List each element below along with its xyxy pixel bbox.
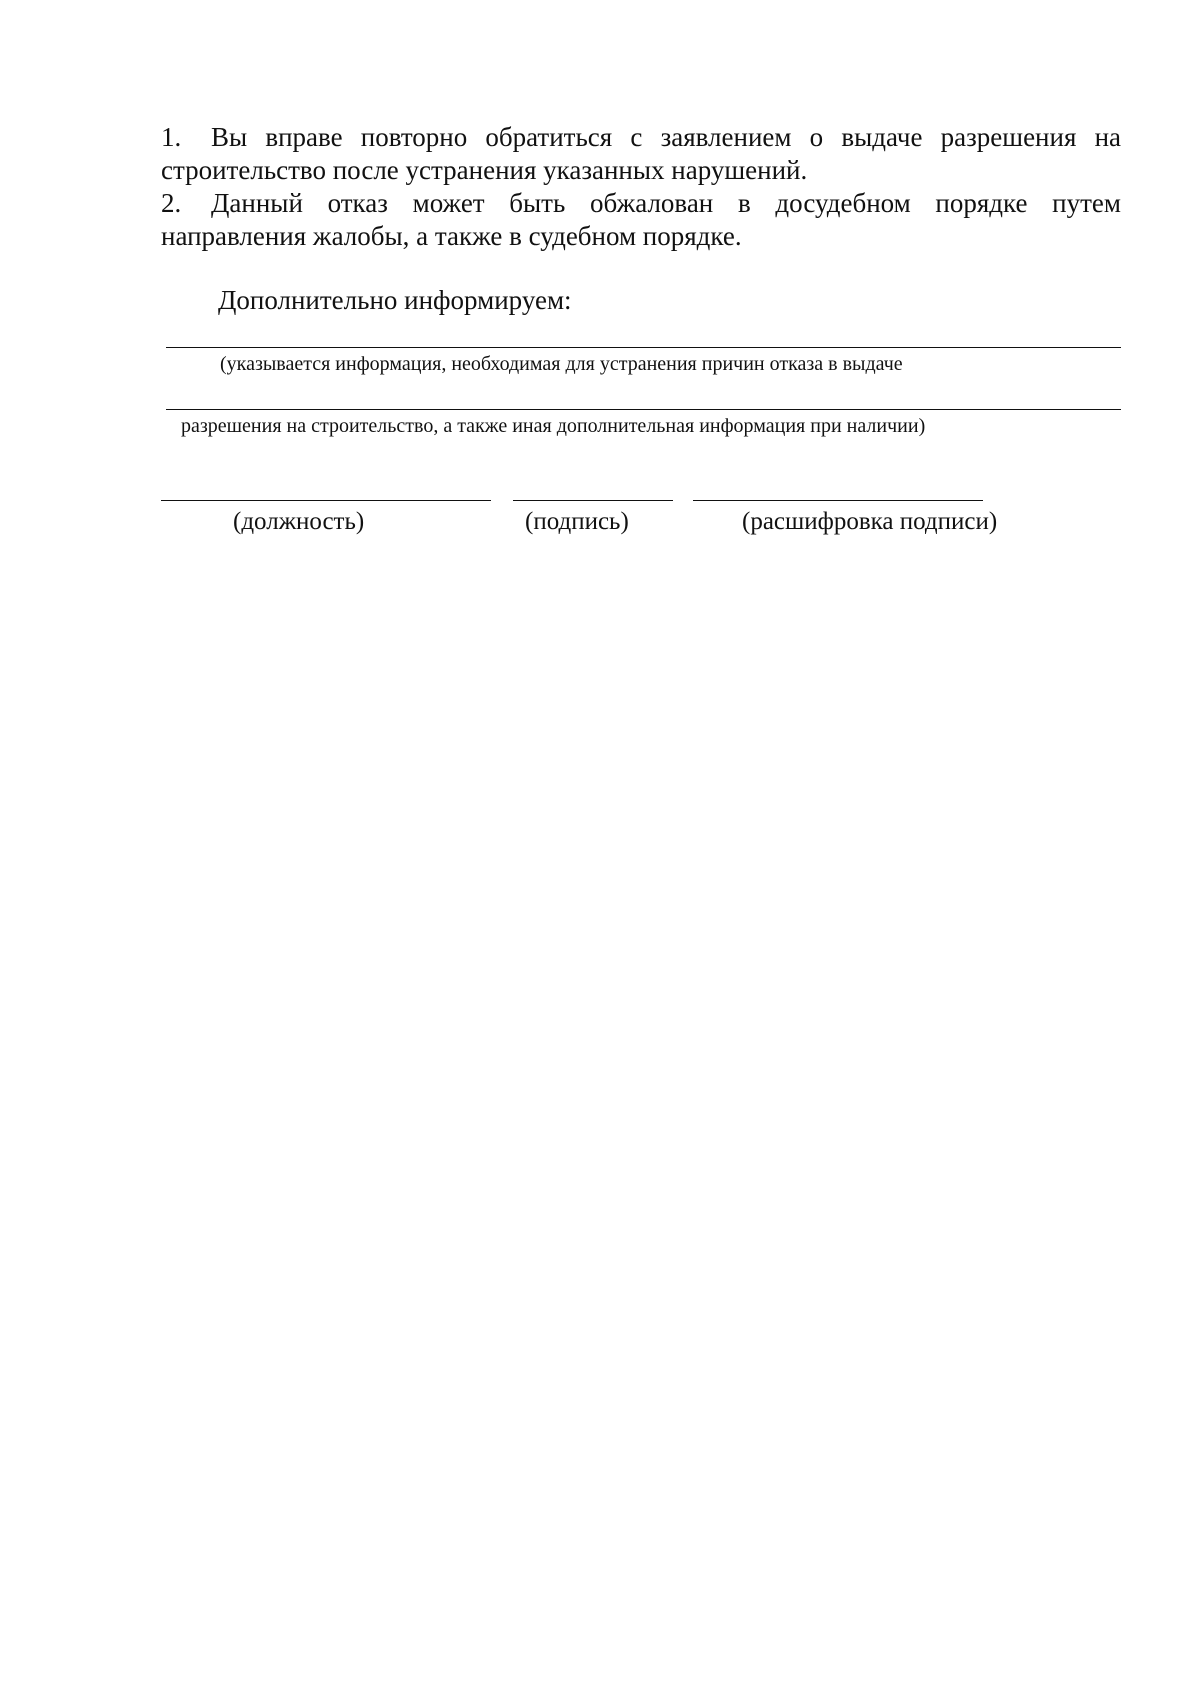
signature-decoding-label: (расшифровка подписи) (742, 508, 998, 535)
additional-info-hint: разрешения на строительство, а также иная дополнительная информация при наличии) (181, 415, 926, 437)
list-item-number: 2. (161, 188, 182, 218)
list-item-number: 1. (161, 122, 182, 152)
position-label: (должность) (233, 508, 365, 535)
list-item-text: Данный отказ может быть обжалован в досудебном порядке путем направления жалобы, а также в судебном порядке. (161, 188, 1121, 251)
additional-info-fill-line (166, 409, 1121, 410)
additional-info-heading: Дополнительно информируем: (218, 285, 572, 315)
additional-info-hint: (указывается информация, необходимая для устранения причин отказа в выдаче (220, 353, 903, 375)
list-item (161, 121, 1121, 187)
position-fill-line (161, 500, 491, 501)
signature-decoding-fill-line (693, 500, 983, 501)
list-item-text: Вы вправе повторно обратиться с заявлением о выдаче разрешения на строительство после устранения указанных нарушений. (161, 122, 1121, 185)
signature-label: (подпись) (525, 508, 629, 535)
additional-info-fill-line (166, 347, 1121, 348)
list-item (161, 187, 1121, 253)
signature-fill-line (513, 500, 673, 501)
